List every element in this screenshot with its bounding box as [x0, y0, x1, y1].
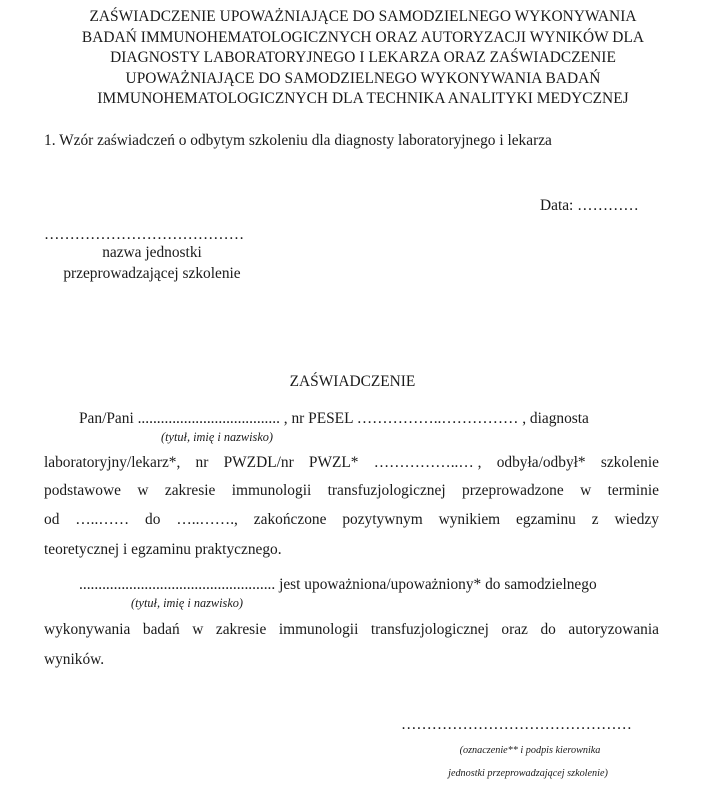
word: w [137, 482, 149, 499]
word: zakończone [253, 511, 327, 528]
word: ……………..… , [373, 454, 482, 471]
word: egzaminu [516, 511, 576, 528]
certificate-heading: ZAŚWIADCZENIE [289, 373, 416, 390]
signature-dots: ……………………………………… [401, 716, 632, 733]
title-line: UPOWAŻNIAJĄCE DO SAMODZIELNEGO WYKONYWANIA BADAŃ [125, 69, 601, 87]
word: immunologii [231, 482, 312, 499]
word: od [44, 511, 60, 528]
word [176, 511, 238, 529]
word: szkolenie [600, 454, 659, 471]
paragraph-line: teoretycznej i egzaminu praktycznego. [44, 541, 282, 558]
word: …..…… [75, 511, 130, 528]
paragraph-line: wyników. [44, 651, 105, 668]
name-field-note: (tytuł, imię i nazwisko) [161, 430, 274, 444]
word: laboratoryjny/lekarz*, [44, 454, 181, 471]
word: zakresie [164, 482, 216, 499]
word: transfuzjologicznej [327, 482, 446, 499]
paragraph-line [44, 454, 659, 472]
paragraph-line: ................................................... jest upoważniona/upoważniony* do samodzielnego [79, 576, 597, 593]
unit-name-label: przeprowadzającej szkolenie [63, 265, 241, 282]
paragraph-line [44, 511, 659, 529]
word: oraz [501, 621, 528, 638]
word: immunologii [278, 621, 359, 638]
word: transfuzjologicznej [370, 621, 489, 638]
signature-label: (oznaczenie** i podpis kierownika [459, 745, 601, 756]
title-line: IMMUNOHEMATOLOGICZNYCH DLA TECHNIKA ANALITYKI MEDYCZNEJ [97, 90, 629, 107]
word: autoryzowania [568, 621, 659, 638]
word: wynikiem [438, 511, 501, 528]
paragraph-line [44, 621, 659, 639]
word-part: …..……. [176, 511, 235, 528]
paragraph-line [44, 482, 659, 500]
document-title [0, 7, 726, 110]
word: odbyła/odbył* [496, 454, 586, 471]
word: przeprowadzone [462, 482, 564, 499]
word: podstawowe [44, 482, 121, 499]
word-part: , [234, 511, 238, 528]
word: z [591, 511, 599, 528]
word: pozytywnym [342, 511, 423, 528]
word: nr [195, 454, 209, 471]
title-line: DIAGNOSTY LABORATORYJNEGO I LEKARZA ORAZ ZAŚWIADCZENIE [110, 49, 616, 66]
word: w [192, 621, 204, 638]
word: w [580, 482, 592, 499]
word: badań [142, 621, 180, 638]
date-field: Data: ………… [540, 197, 639, 214]
word: wiedzy [614, 511, 659, 528]
word: wykonywania [44, 621, 131, 638]
word: PWZL* [308, 454, 359, 471]
word: PWZDL/nr [223, 454, 294, 471]
name-field-note: (tytuł, imię i nazwisko) [131, 596, 244, 610]
unit-name-dots: ………………………………… [44, 226, 245, 243]
word: do [145, 511, 161, 528]
word: terminie [607, 482, 659, 499]
word: zakresie [215, 621, 267, 638]
title-line: BADAŃ IMMUNOHEMATOLOGICZNYCH ORAZ AUTORYZACJI WYNIKÓW DLA [81, 28, 645, 46]
paragraph-line: Pan/Pani ..................................... , nr PESEL ……………..…………… , diagnosta [79, 410, 589, 427]
signature-label: jednostki przeprowadzającej szkolenie) [448, 768, 608, 779]
section-heading: 1. Wzór zaświadczeń o odbytym szkoleniu dla diagnosty laboratoryjnego i lekarza [44, 132, 552, 149]
word: do [540, 621, 556, 638]
title-line: ZAŚWIADCZENIE UPOWAŻNIAJĄCE DO SAMODZIELNEGO WYKONYWANIA [89, 8, 637, 25]
unit-name-label: nazwa jednostki [102, 244, 202, 261]
